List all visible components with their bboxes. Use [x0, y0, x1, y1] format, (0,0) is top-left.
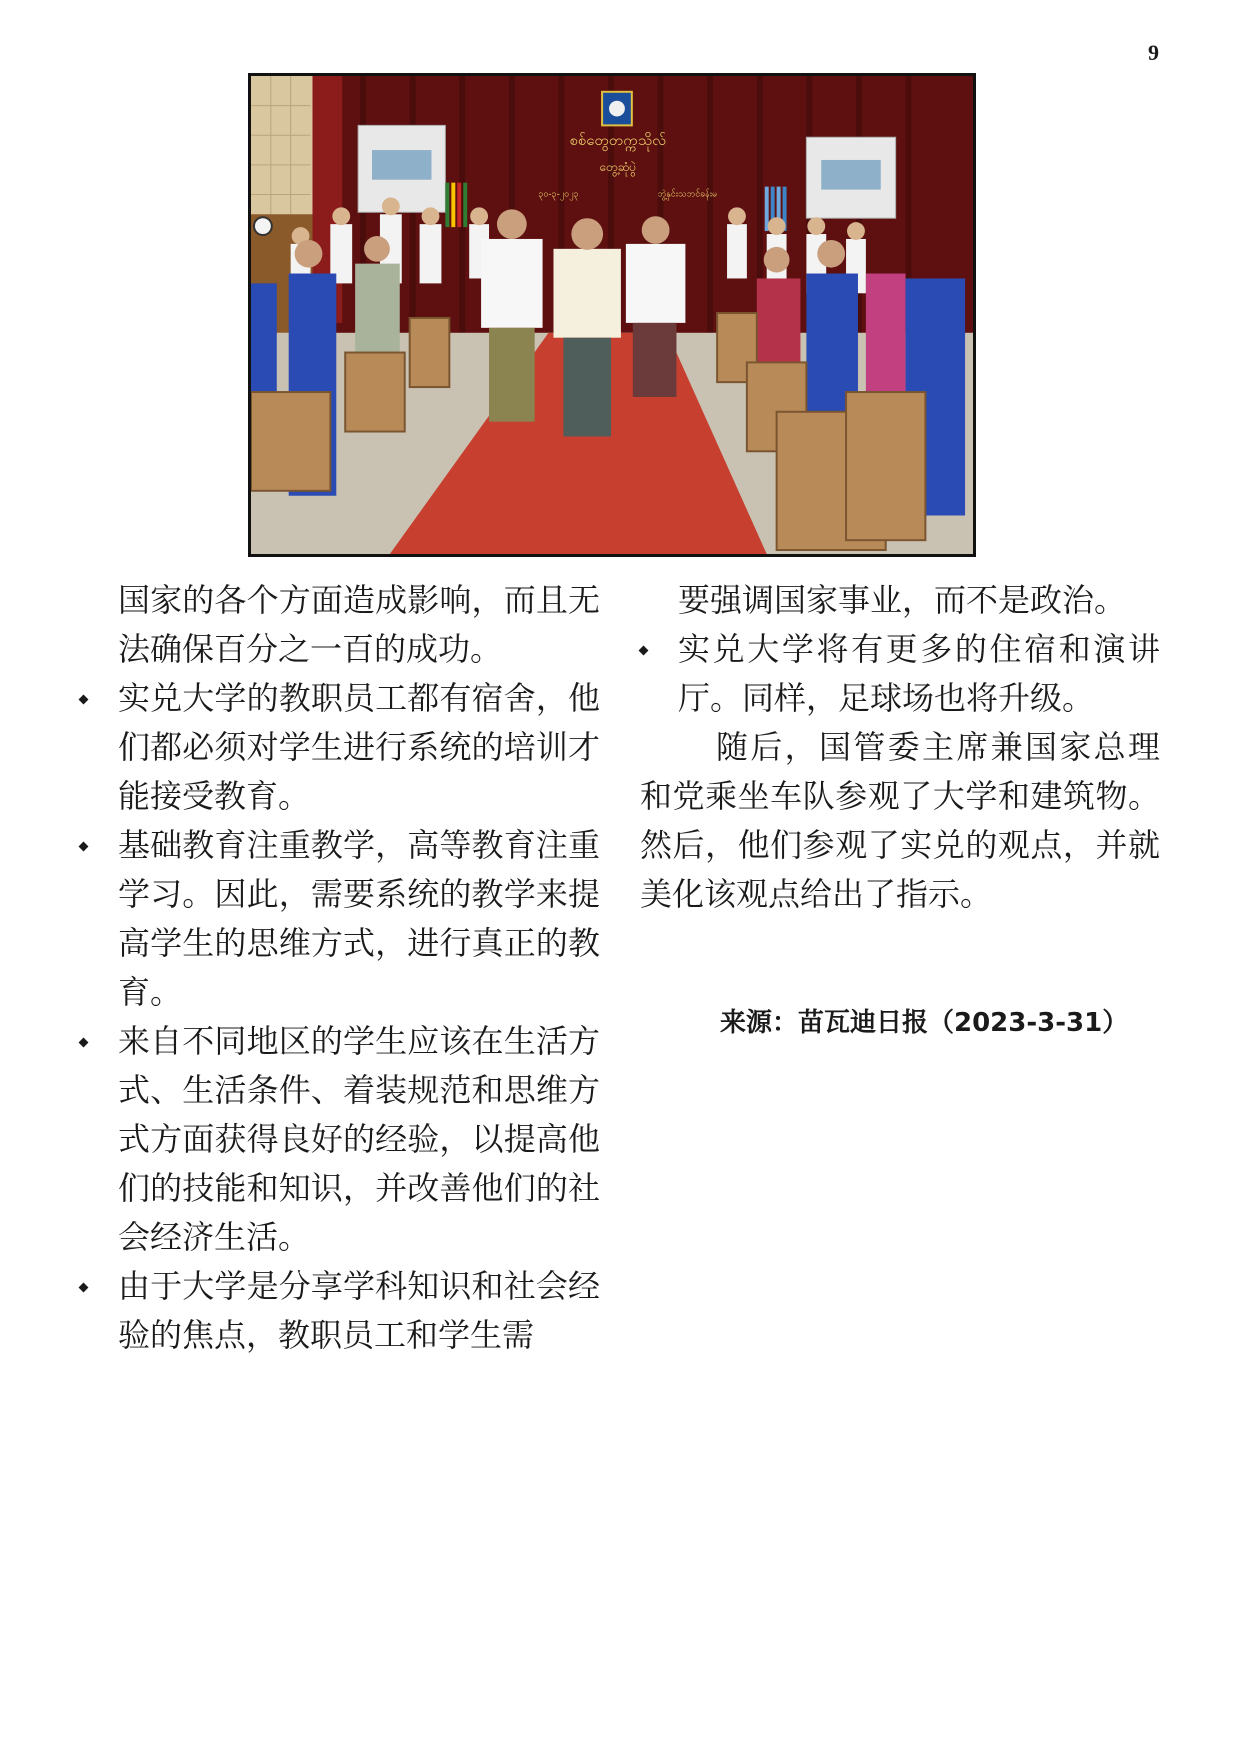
list-item-text: 由于大学是分享学科知识和社会经验的焦点，教职员工和学生需: [118, 1267, 600, 1354]
banner-title: စစ်တွေတက္ကသိုလ်: [569, 132, 667, 150]
list-item: [80, 821, 600, 1017]
left-continuation: 国家的各个方面造成影响，而且无法确保百分之一百的成功。: [118, 581, 600, 668]
page-number: 9: [1148, 40, 1159, 65]
list-item: [80, 1017, 600, 1262]
list-item: [80, 674, 600, 821]
meeting-hall-photo: [251, 76, 973, 554]
list-item-text: 实兑大学的教职员工都有宿舍，他们都必须对学生进行系统的培训才能接受教育。: [118, 679, 600, 815]
banner-place: ဘွဲ့နှင်းသဘင်ခန်းမ: [657, 189, 718, 200]
list-item-text: 来自不同地区的学生应该在生活方式、生活条件、着装规范和思维方式方面获得良好的经验，以提高他们的技能和知识，并改善他们的社会经济生活。: [118, 1022, 600, 1256]
banner-subtitle: တွေ့ဆုံပွဲ: [599, 159, 637, 174]
list-item: [80, 1262, 600, 1360]
right-continuation: 要强调国家事业，而不是政治。: [678, 581, 1127, 619]
list-item: [640, 625, 1160, 723]
right-column: [640, 576, 1160, 919]
body-paragraph: 随后，国管委主席兼国家总理和党乘坐车队参观了大学和建筑物。然后，他们参观了实兑的观点，并就美化该观点给出了指示。: [640, 728, 1160, 913]
source-citation: 来源：苗瓦迪日报（2023-3-31）: [720, 1008, 1129, 1038]
list-item-text: 实兑大学将有更多的住宿和演讲厅。同样，足球场也将升级。: [678, 630, 1160, 717]
left-column: [80, 576, 600, 1360]
list-item-text: 基础教育注重教学，高等教育注重学习。因此，需要系统的教学来提高学生的思维方式，进行真正的教育。: [118, 826, 600, 1011]
banner-date: ၃၀-၃-၂၀၂၃: [538, 189, 579, 200]
news-photo: [248, 73, 976, 557]
